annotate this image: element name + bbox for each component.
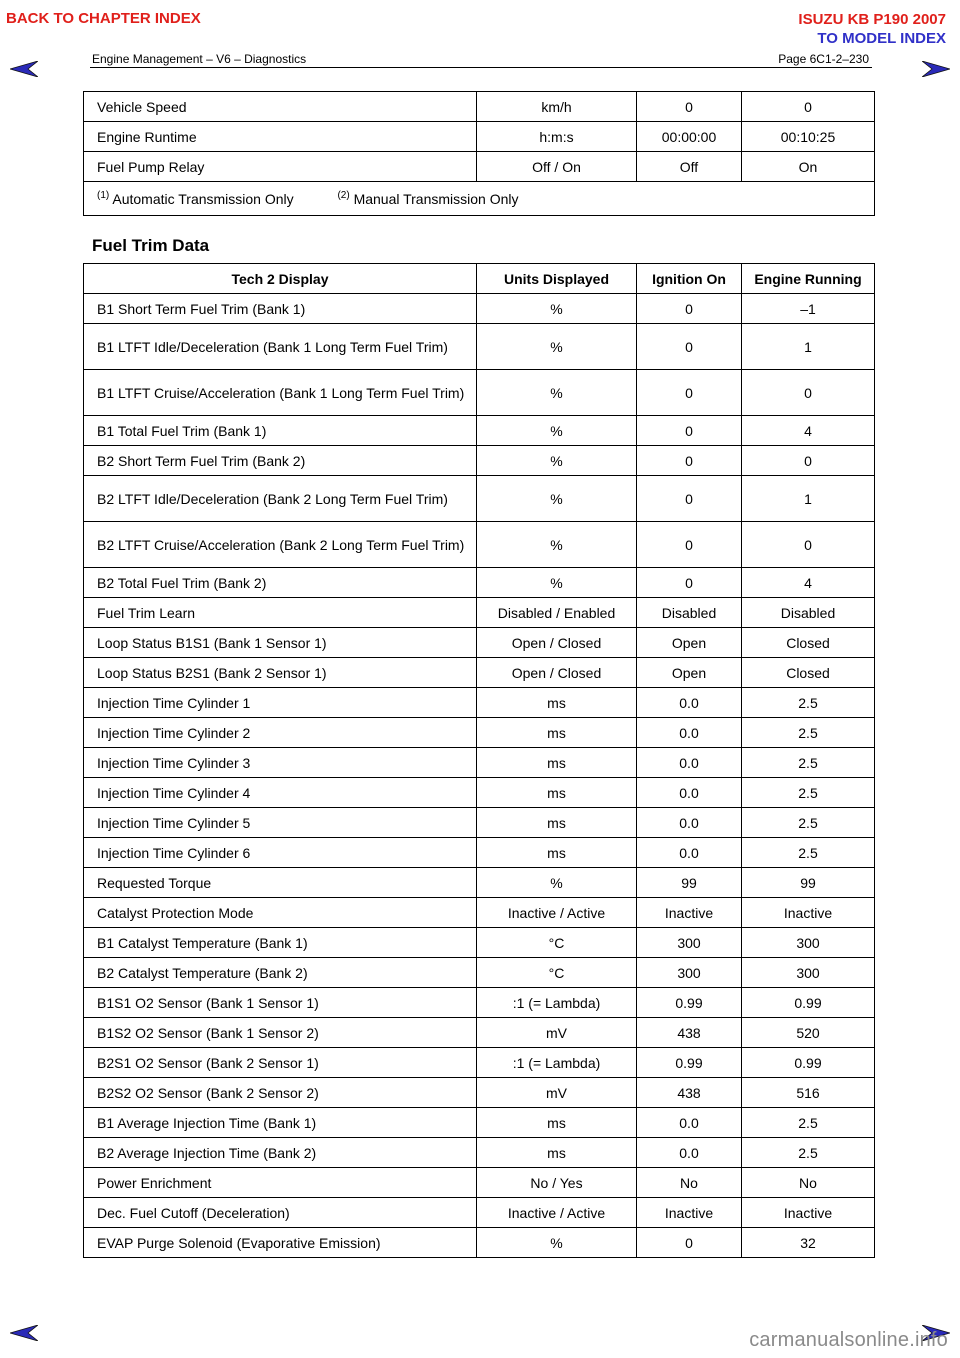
table-row xyxy=(84,122,875,152)
ignition-on-cell: 0 xyxy=(637,1228,742,1258)
parameter-cell: B2S2 O2 Sensor (Bank 2 Sensor 2) xyxy=(84,1078,477,1108)
units-cell: °C xyxy=(477,928,637,958)
engine-running-cell: 00:10:25 xyxy=(742,122,875,152)
ignition-on-cell: 0.99 xyxy=(637,1048,742,1078)
parameter-cell: B1 Total Fuel Trim (Bank 1) xyxy=(84,416,477,446)
fuel-trim-data-table xyxy=(83,263,875,1258)
header-rule xyxy=(90,67,872,68)
units-cell: Open / Closed xyxy=(477,628,637,658)
units-cell: mV xyxy=(477,1078,637,1108)
table-row xyxy=(84,1228,875,1258)
parameter-cell: B1S2 O2 Sensor (Bank 1 Sensor 2) xyxy=(84,1018,477,1048)
section-title: Fuel Trim Data xyxy=(92,236,210,255)
engine-running-cell: 99 xyxy=(742,868,875,898)
parameter-cell: B1 Catalyst Temperature (Bank 1) xyxy=(84,928,477,958)
units-cell: ms xyxy=(477,838,637,868)
table-row xyxy=(84,1018,875,1048)
engine-running-cell: 1 xyxy=(742,476,875,522)
units-cell: % xyxy=(477,868,637,898)
ignition-on-cell: Inactive xyxy=(637,898,742,928)
table-header-row xyxy=(84,264,875,294)
engine-running-cell: Inactive xyxy=(742,1198,875,1228)
units-cell: h:m:s xyxy=(477,122,637,152)
parameter-cell: B1 LTFT Idle/Deceleration (Bank 1 Long Term Fuel Trim) xyxy=(84,324,477,370)
engine-running-cell: Disabled xyxy=(742,598,875,628)
engine-running-cell: 2.5 xyxy=(742,1108,875,1138)
ignition-on-cell: Inactive xyxy=(637,1198,742,1228)
units-cell: km/h xyxy=(477,92,637,122)
ignition-on-cell: 0 xyxy=(637,92,742,122)
units-cell: Open / Closed xyxy=(477,658,637,688)
table-row xyxy=(84,1168,875,1198)
units-cell: Inactive / Active xyxy=(477,1198,637,1228)
table-row xyxy=(84,868,875,898)
units-cell: ms xyxy=(477,1138,637,1168)
table-row xyxy=(84,988,875,1018)
units-cell: % xyxy=(477,294,637,324)
engine-running-cell: 0.99 xyxy=(742,1048,875,1078)
prev-page-arrow-icon-bottom[interactable] xyxy=(10,1325,38,1341)
ignition-on-cell: 0.0 xyxy=(637,778,742,808)
table-row xyxy=(84,958,875,988)
units-cell: ms xyxy=(477,718,637,748)
units-cell: ms xyxy=(477,808,637,838)
table-row xyxy=(84,1198,875,1228)
parameter-cell: Injection Time Cylinder 5 xyxy=(84,808,477,838)
ignition-on-cell: 0 xyxy=(637,446,742,476)
parameter-cell: Fuel Trim Learn xyxy=(84,598,477,628)
parameter-cell: Injection Time Cylinder 6 xyxy=(84,838,477,868)
parameter-cell: Vehicle Speed xyxy=(84,92,477,122)
units-cell: ms xyxy=(477,1108,637,1138)
engine-running-cell: Inactive xyxy=(742,898,875,928)
parameter-cell: Fuel Pump Relay xyxy=(84,152,477,182)
ignition-on-cell: 438 xyxy=(637,1018,742,1048)
engine-running-cell: No xyxy=(742,1168,875,1198)
units-cell: No / Yes xyxy=(477,1168,637,1198)
table-row xyxy=(84,748,875,778)
units-cell: mV xyxy=(477,1018,637,1048)
parameter-cell: Loop Status B1S1 (Bank 1 Sensor 1) xyxy=(84,628,477,658)
units-cell: % xyxy=(477,416,637,446)
table-row xyxy=(84,568,875,598)
parameter-cell: Loop Status B2S1 (Bank 2 Sensor 1) xyxy=(84,658,477,688)
table-row xyxy=(84,778,875,808)
parameter-cell: Injection Time Cylinder 3 xyxy=(84,748,477,778)
units-cell: % xyxy=(477,1228,637,1258)
engine-running-cell: 32 xyxy=(742,1228,875,1258)
table-row xyxy=(84,838,875,868)
footnote-2-mark: (2) xyxy=(337,190,350,201)
ignition-on-cell: 0.0 xyxy=(637,688,742,718)
units-cell: % xyxy=(477,324,637,370)
units-cell: % xyxy=(477,568,637,598)
ignition-on-cell: 00:00:00 xyxy=(637,122,742,152)
column-header-units: Units Displayed xyxy=(477,264,637,294)
to-model-index-label[interactable]: TO MODEL INDEX xyxy=(817,30,946,47)
table-row xyxy=(84,294,875,324)
parameter-cell: B2 Average Injection Time (Bank 2) xyxy=(84,1138,477,1168)
table-row xyxy=(84,324,875,370)
engine-running-cell: 4 xyxy=(742,416,875,446)
engine-running-cell: 2.5 xyxy=(742,838,875,868)
engine-running-cell: 2.5 xyxy=(742,808,875,838)
parameters-continued-table xyxy=(83,91,875,216)
ignition-on-cell: 300 xyxy=(637,958,742,988)
parameter-cell: B2 Catalyst Temperature (Bank 2) xyxy=(84,958,477,988)
ignition-on-cell: 0.0 xyxy=(637,748,742,778)
parameter-cell: Power Enrichment xyxy=(84,1168,477,1198)
units-cell: :1 (= Lambda) xyxy=(477,988,637,1018)
table-row xyxy=(84,598,875,628)
ignition-on-cell: 438 xyxy=(637,1078,742,1108)
parameter-cell: Requested Torque xyxy=(84,868,477,898)
units-cell: Disabled / Enabled xyxy=(477,598,637,628)
engine-running-cell: 2.5 xyxy=(742,1138,875,1168)
parameter-cell: Injection Time Cylinder 4 xyxy=(84,778,477,808)
column-header-engine-running: Engine Running xyxy=(742,264,875,294)
parameter-cell: B2 LTFT Idle/Deceleration (Bank 2 Long Term Fuel Trim) xyxy=(84,476,477,522)
engine-running-cell: 0 xyxy=(742,370,875,416)
column-header-ignition-on: Ignition On xyxy=(637,264,742,294)
ignition-on-cell: 0.0 xyxy=(637,1108,742,1138)
engine-running-cell: 0 xyxy=(742,446,875,476)
table-row xyxy=(84,92,875,122)
ignition-on-cell: 0 xyxy=(637,476,742,522)
ignition-on-cell: 0.0 xyxy=(637,838,742,868)
watermark: carmanualsonline.info xyxy=(749,1329,948,1351)
engine-running-cell: On xyxy=(742,152,875,182)
engine-running-cell: 300 xyxy=(742,928,875,958)
ignition-on-cell: 0 xyxy=(637,370,742,416)
ignition-on-cell: Disabled xyxy=(637,598,742,628)
engine-running-cell: 0.99 xyxy=(742,988,875,1018)
table-row xyxy=(84,1108,875,1138)
table-row xyxy=(84,416,875,446)
table-row xyxy=(84,1078,875,1108)
engine-running-cell: 0 xyxy=(742,92,875,122)
ignition-on-cell: Off xyxy=(637,152,742,182)
engine-running-cell: 2.5 xyxy=(742,748,875,778)
footnote-2-text: Manual Transmission Only xyxy=(353,191,519,207)
ignition-on-cell: 300 xyxy=(637,928,742,958)
table-row xyxy=(84,658,875,688)
engine-running-cell: 2.5 xyxy=(742,778,875,808)
units-cell: % xyxy=(477,370,637,416)
table-row xyxy=(84,522,875,568)
ignition-on-cell: 0 xyxy=(637,568,742,598)
ignition-on-cell: 99 xyxy=(637,868,742,898)
units-cell: % xyxy=(477,446,637,476)
column-header-tech2-display: Tech 2 Display xyxy=(84,264,477,294)
units-cell: :1 (= Lambda) xyxy=(477,1048,637,1078)
ignition-on-cell: Open xyxy=(637,658,742,688)
parameter-cell: B2 LTFT Cruise/Acceleration (Bank 2 Long Term Fuel Trim) xyxy=(84,522,477,568)
table-row xyxy=(84,688,875,718)
parameter-cell: B1 LTFT Cruise/Acceleration (Bank 1 Long Term Fuel Trim) xyxy=(84,370,477,416)
ignition-on-cell: 0.99 xyxy=(637,988,742,1018)
footnote-1-mark: (1) xyxy=(97,190,110,201)
ignition-on-cell: 0 xyxy=(637,416,742,446)
units-cell: ms xyxy=(477,688,637,718)
engine-running-cell: 4 xyxy=(742,568,875,598)
table-row xyxy=(84,1138,875,1168)
footnotes-row xyxy=(84,182,875,216)
table-row xyxy=(84,898,875,928)
engine-running-cell: 516 xyxy=(742,1078,875,1108)
ignition-on-cell: 0.0 xyxy=(637,808,742,838)
units-cell: Inactive / Active xyxy=(477,898,637,928)
parameter-cell: B2S1 O2 Sensor (Bank 2 Sensor 1) xyxy=(84,1048,477,1078)
units-cell: ms xyxy=(477,778,637,808)
parameter-cell: B1S1 O2 Sensor (Bank 1 Sensor 1) xyxy=(84,988,477,1018)
model-title: ISUZU KB P190 2007 xyxy=(798,11,946,28)
table-row xyxy=(84,808,875,838)
parameter-cell: B2 Short Term Fuel Trim (Bank 2) xyxy=(84,446,477,476)
parameter-cell: Injection Time Cylinder 1 xyxy=(84,688,477,718)
page-number: Page 6C1-2–230 xyxy=(778,52,869,66)
parameter-cell: B1 Short Term Fuel Trim (Bank 1) xyxy=(84,294,477,324)
engine-running-cell: 0 xyxy=(742,522,875,568)
table-row xyxy=(84,446,875,476)
table-row xyxy=(84,928,875,958)
ignition-on-cell: 0.0 xyxy=(637,718,742,748)
prev-page-arrow-icon[interactable] xyxy=(10,61,38,77)
ignition-on-cell: 0 xyxy=(637,324,742,370)
engine-running-cell: 2.5 xyxy=(742,688,875,718)
parameter-cell: Catalyst Protection Mode xyxy=(84,898,477,928)
units-cell: °C xyxy=(477,958,637,988)
engine-running-cell: –1 xyxy=(742,294,875,324)
footnote-1-text: Automatic Transmission Only xyxy=(112,191,294,207)
units-cell: % xyxy=(477,476,637,522)
engine-running-cell: Closed xyxy=(742,658,875,688)
table-row xyxy=(84,718,875,748)
table-row xyxy=(84,370,875,416)
units-cell: ms xyxy=(477,748,637,778)
parameter-cell: Injection Time Cylinder 2 xyxy=(84,718,477,748)
model-index-link[interactable] xyxy=(798,10,946,48)
units-cell: % xyxy=(477,522,637,568)
parameter-cell: B1 Average Injection Time (Bank 1) xyxy=(84,1108,477,1138)
engine-running-cell: 520 xyxy=(742,1018,875,1048)
ignition-on-cell: Open xyxy=(637,628,742,658)
engine-running-cell: Closed xyxy=(742,628,875,658)
running-header-title: Engine Management – V6 – Diagnostics xyxy=(92,52,307,66)
table-row xyxy=(84,476,875,522)
ignition-on-cell: 0.0 xyxy=(637,1138,742,1168)
engine-running-cell: 300 xyxy=(742,958,875,988)
table-row xyxy=(84,628,875,658)
parameter-cell: B2 Total Fuel Trim (Bank 2) xyxy=(84,568,477,598)
back-to-chapter-index-link[interactable]: BACK TO CHAPTER INDEX xyxy=(6,10,201,27)
engine-running-cell: 1 xyxy=(742,324,875,370)
parameter-cell: Dec. Fuel Cutoff (Deceleration) xyxy=(84,1198,477,1228)
parameter-cell: EVAP Purge Solenoid (Evaporative Emission) xyxy=(84,1228,477,1258)
table-row xyxy=(84,1048,875,1078)
parameter-cell: Engine Runtime xyxy=(84,122,477,152)
units-cell: Off / On xyxy=(477,152,637,182)
table-row xyxy=(84,152,875,182)
next-page-arrow-icon[interactable] xyxy=(922,61,950,77)
engine-running-cell: 2.5 xyxy=(742,718,875,748)
ignition-on-cell: 0 xyxy=(637,294,742,324)
ignition-on-cell: 0 xyxy=(637,522,742,568)
ignition-on-cell: No xyxy=(637,1168,742,1198)
